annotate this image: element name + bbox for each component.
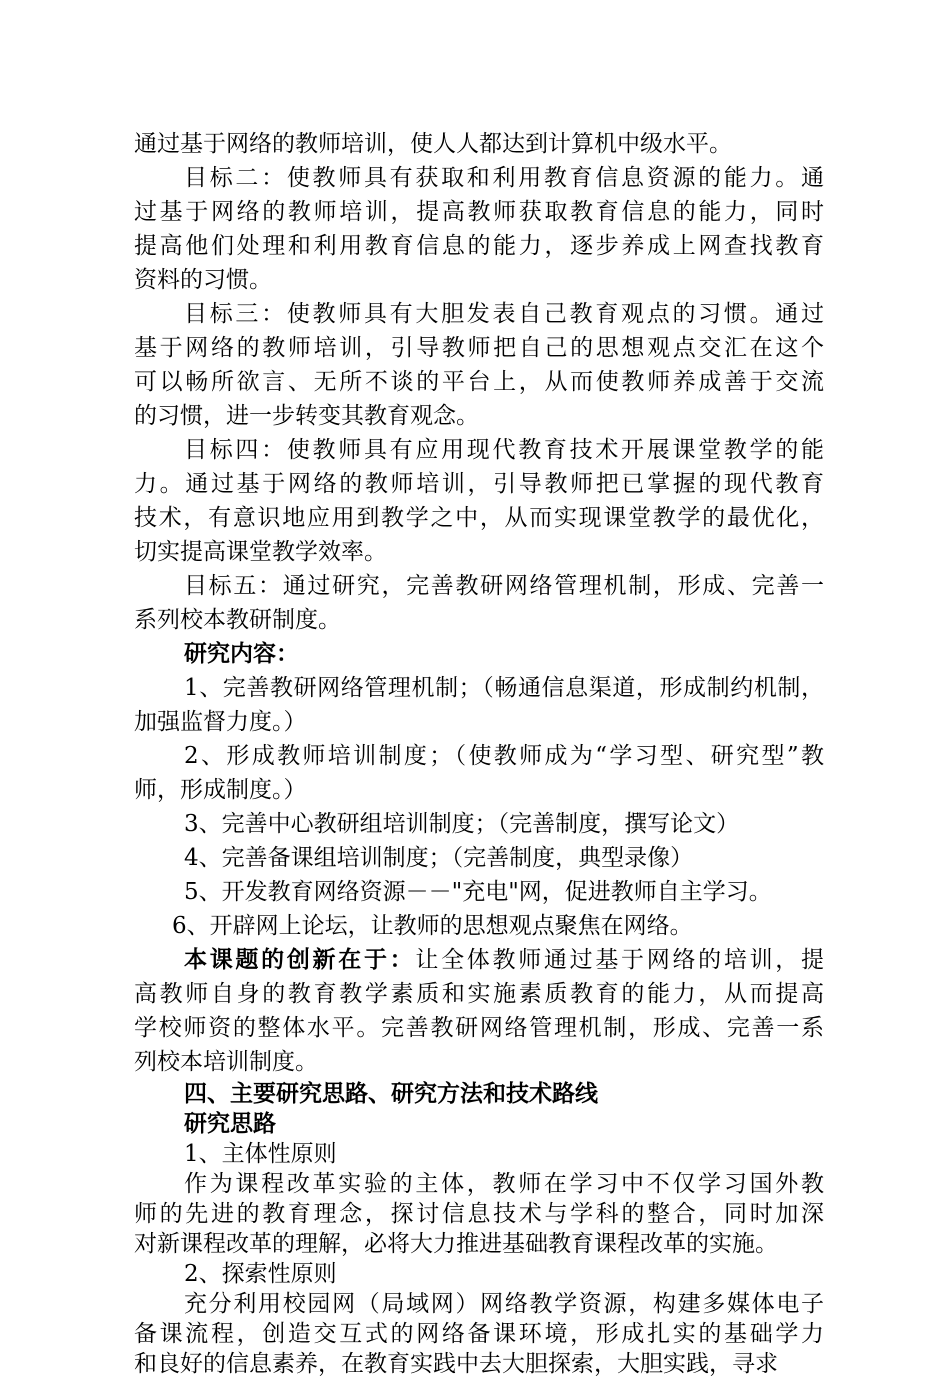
- section-four-heading: 四、主要研究思路、研究方法和技术路线: [184, 1080, 598, 1107]
- research-ideas-heading: 研究思路: [184, 1110, 276, 1137]
- content-item-2: 2、形成教师培训制度；（使教师成为“学习型、研究型”教: [184, 743, 824, 769]
- paragraph-line: 通过基于网络的教师培训，使人人都达到计算机中级水平。: [134, 131, 732, 157]
- principle-2-heading: 2、探索性原则: [184, 1261, 337, 1287]
- innovation-line: [184, 943, 824, 977]
- content-item-6: 6、开辟网上论坛，让教师的思想观点聚焦在网络。: [172, 913, 693, 939]
- principle-1-heading: 1、主体性原则: [184, 1141, 337, 1167]
- content-item-1: 1、完善教研网络管理机制；（畅通信息渠道，形成制约机制，: [184, 675, 824, 701]
- paragraph-line: 对新课程改革的理解，必将大力推进基础教育课程改革的实施。: [134, 1231, 778, 1257]
- paragraph-line: 列校本培训制度。: [134, 1049, 318, 1075]
- paragraph-line: 可以畅所欲言、无所不谈的平台上，从而使教师养成善于交流: [134, 369, 824, 395]
- paragraph-line: 和良好的信息素养，在教育实践中去大胆探索，大胆实践，寻求: [134, 1351, 778, 1377]
- content-item-3: 3、完善中心教研组培训制度；（完善制度，撰写论文）: [184, 811, 740, 837]
- paragraph-line: 切实提高课堂教学效率。: [134, 539, 387, 565]
- paragraph-line: 充分利用校园网（局域网）网络教学资源，构建多媒体电子: [184, 1291, 824, 1317]
- goal-five-line: 目标五：通过研究，完善教研网络管理机制，形成、完善一: [184, 573, 824, 599]
- paragraph-line: 技术，有意识地应用到教学之中，从而实现课堂教学的最优化，: [134, 505, 824, 531]
- paragraph-line: 力。通过基于网络的教师培训，引导教师把已掌握的现代教育: [134, 471, 824, 497]
- paragraph-line: 师的先进的教育理念，探讨信息技术与学科的整合，同时加深: [134, 1201, 824, 1227]
- paragraph-line: 师，形成制度。）: [134, 777, 307, 803]
- innovation-label: 本课题的创新在于：: [184, 946, 416, 973]
- innovation-text: 让全体教师通过基于网络的培训，提: [415, 947, 825, 973]
- paragraph-line: 加强监督力度。）: [134, 709, 307, 735]
- paragraph-line: 备课流程，创造交互式的网络备课环境，形成扎实的基础学力: [134, 1321, 824, 1347]
- goal-three-line: 目标三：使教师具有大胆发表自己教育观点的习惯。通过: [184, 301, 824, 327]
- paragraph-line: 系列校本教研制度。: [134, 607, 341, 633]
- paragraph-line: 学校师资的整体水平。完善教研网络管理机制，形成、完善一系: [134, 1015, 824, 1041]
- goal-four-line: 目标四：使教师具有应用现代教育技术开展课堂教学的能: [184, 437, 824, 463]
- content-item-5: 5、开发教育网络资源－－"充电"网，促进教师自主学习。: [184, 879, 772, 905]
- goal-two-line: 目标二：使教师具有获取和利用教育信息资源的能力。通: [184, 165, 824, 191]
- paragraph-line: 的习惯，进一步转变其教育观念。: [134, 403, 479, 429]
- paragraph-line: 高教师自身的教育教学素质和实施素质教育的能力，从而提高: [134, 981, 824, 1007]
- paragraph-line: 作为课程改革实验的主体，教师在学习中不仅学习国外教: [184, 1171, 824, 1197]
- content-item-4: 4、完善备课组培训制度；（完善制度，典型录像）: [184, 845, 694, 871]
- paragraph-line: 基于网络的教师培训，引导教师把自己的思想观点交汇在这个: [134, 335, 824, 361]
- research-content-heading: 研究内容：: [184, 640, 299, 667]
- paragraph-line: 过基于网络的教师培训，提高教师获取教育信息的能力，同时: [134, 199, 824, 225]
- paragraph-line: 提高他们处理和利用教育信息的能力，逐步养成上网查找教育: [134, 233, 824, 259]
- paragraph-line: 资料的习惯。: [134, 267, 272, 293]
